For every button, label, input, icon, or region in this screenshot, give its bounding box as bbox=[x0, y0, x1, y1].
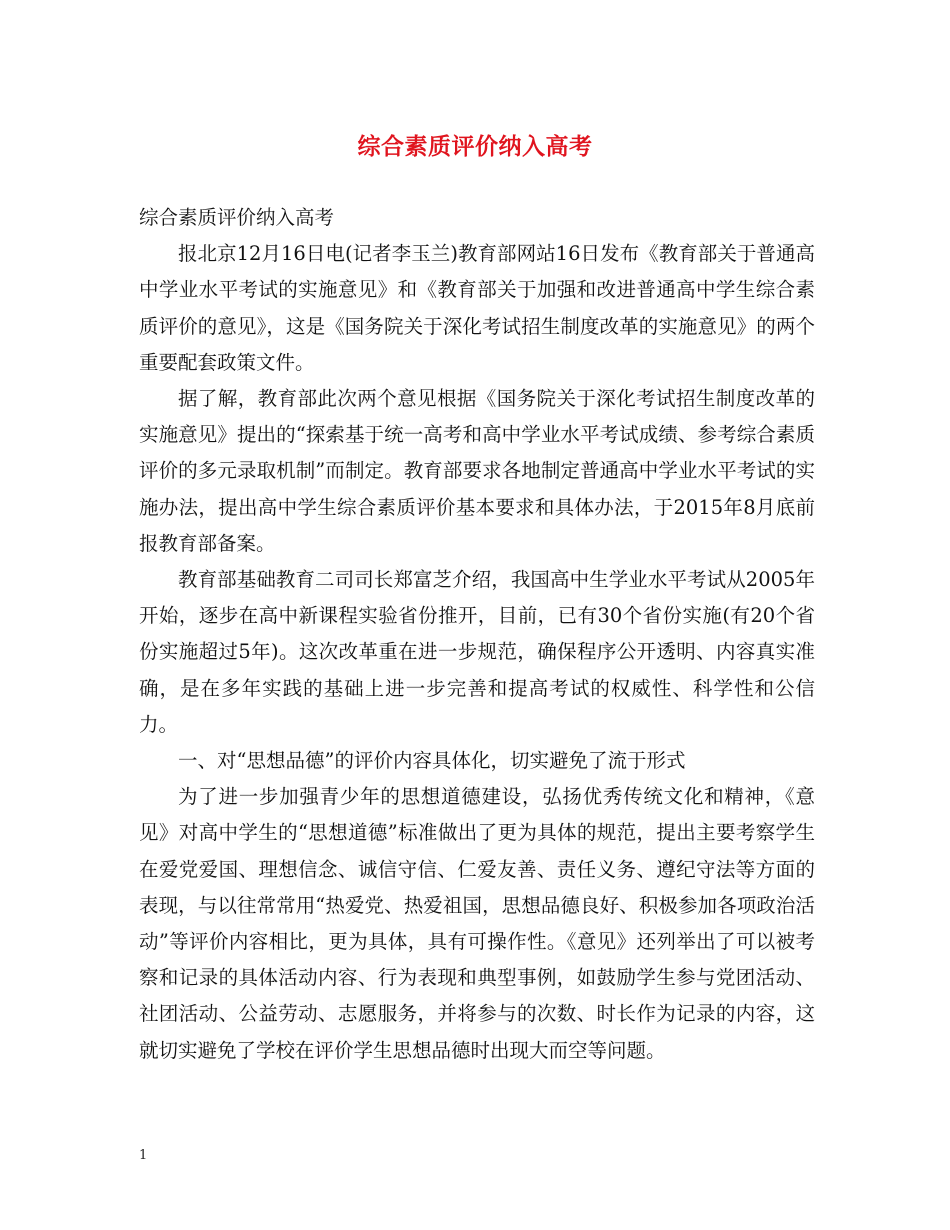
paragraph: 为了进一步加强青少年的思想道德建设，弘扬优秀传统文化和精神，《意见》对高中学生的“思想道德”标准做出了更为具体的规范，提出主要考察学生在爱党爱国、理想信念、诚信守信、仁爱友善、责任义务、遵纪守法等方面的表现，与以往常常用“热爱党、热爱祖国，思想品德良好、积极参加各项政治活动”等评价内容相比，更为具体，具有可操作性。《意见》还列举出了可以被考察和记录的具体活动内容、行为表现和典型事例，如鼓励学生参与党团活动、社团活动、公益劳动、志愿服务，并将参与的次数、时长作为记录的内容，这就切实避免了学校在评价学生思想品德时出现大而空等问题。 bbox=[139, 785, 815, 1062]
document-subtitle: 综合素质评价纳入高考 bbox=[139, 206, 335, 229]
document-title: 综合素质评价纳入高考 bbox=[357, 133, 593, 160]
section-heading: 一、对“思想品德”的评价内容具体化，切实避免了流于形式 bbox=[178, 749, 686, 773]
page-number: 1 bbox=[139, 1148, 148, 1163]
paragraph: 教育部基础教育二司司长郑富芝介绍，我国高中生学业水平考试从2005年开始，逐步在高中新课程实验省份推开，目前，已有30个省份实施(有20个省份实施超过5年)。这次改革重在进一步规范，确保程序公开透明、内容真实准确，是在多年实践的基础上进一步完善和提高考试的权威性、科学性和公信力。 bbox=[139, 568, 815, 736]
paragraph: 报北京12月16日电(记者李玉兰)教育部网站16日发布《教育部关于普通高中学业水平考试的实施意见》和《教育部关于加强和改进普通高中学生综合素质评价的意见》，这是《国务院关于深化考试招生制度改革的实施意见》的两个重要配套政策文件。 bbox=[139, 242, 815, 374]
paragraph: 据了解，教育部此次两个意见根据《国务院关于深化考试招生制度改革的实施意见》提出的“探索基于统一高考和高中学业水平考试成绩、参考综合素质评价的多元录取机制”而制定。教育部要求各地制定普通高中学业水平考试的实施办法，提出高中学生综合素质评价基本要求和具体办法，于2015年8月底前报教育部备案。 bbox=[139, 387, 815, 555]
document-body bbox=[139, 200, 815, 1069]
